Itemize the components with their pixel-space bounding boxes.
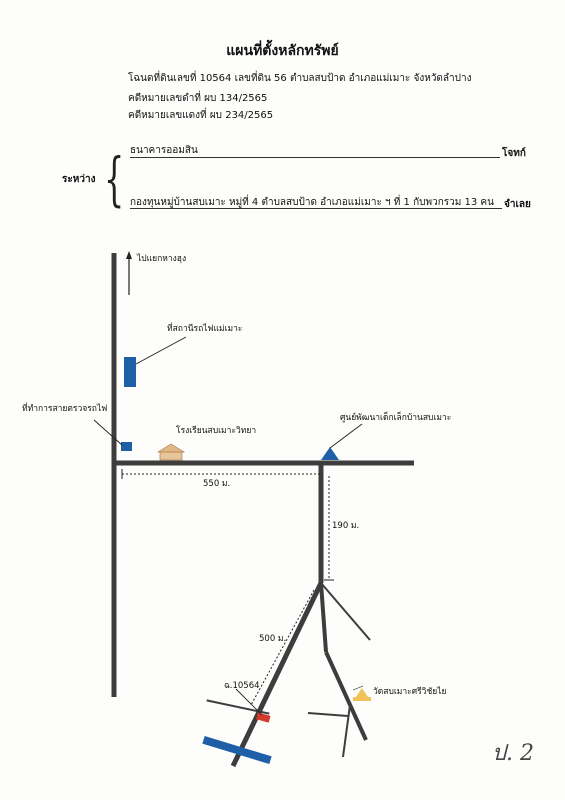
temple-icon bbox=[353, 688, 371, 701]
dimension-500 bbox=[251, 590, 314, 705]
road-southwest bbox=[233, 583, 321, 766]
plaintiff-role: โจทก์ bbox=[502, 148, 526, 159]
leader-station bbox=[136, 337, 186, 364]
between-label: ระหว่าง bbox=[62, 174, 96, 185]
signature-mark: ป. 2 bbox=[492, 741, 534, 766]
label-distance-190: 190 ม. bbox=[332, 521, 360, 531]
road-south-branch bbox=[321, 583, 326, 652]
black-case-line: คดีหมายเลขดำที่ ผบ 134/2565 bbox=[128, 93, 268, 104]
school-building-icon bbox=[158, 444, 184, 460]
label-distance-500: 500 ม. bbox=[259, 634, 287, 644]
brace-symbol: { bbox=[104, 145, 125, 213]
road-temple-side bbox=[308, 713, 348, 716]
label-distance-550: 550 ม. bbox=[203, 479, 231, 489]
label-school: โรงเรียนสบเมาะวิทยา bbox=[176, 426, 257, 436]
page-title: แผนที่ตั้งหลักทรัพย์ bbox=[226, 43, 339, 59]
label-railway-station: ที่สถานีรถไฟแม่เมาะ bbox=[167, 324, 243, 334]
defendant-role: จำเลย bbox=[504, 199, 531, 210]
road-east-branch bbox=[321, 583, 370, 640]
railway-station-marker bbox=[124, 357, 136, 387]
label-to-junction: ไปแยกหางฮุง bbox=[137, 254, 187, 264]
road-temple-branch bbox=[343, 705, 350, 757]
label-parcel: ฉ.10564 bbox=[224, 681, 260, 691]
child-center-marker bbox=[321, 447, 339, 460]
red-case-line: คดีหมายเลขแดงที่ ผบ 234/2565 bbox=[128, 110, 274, 121]
title-deed-line: โฉนดที่ดินเลขที่ 10564 เลขที่ดิน 56 ตำบลสบป้าด อำเภอแม่เมาะ จังหวัดลำปาง bbox=[128, 73, 472, 84]
label-railway-office: ที่ทำการสายตรวจรถไฟ bbox=[22, 404, 108, 414]
railway-office-marker bbox=[121, 442, 132, 451]
leader-office bbox=[94, 420, 122, 445]
arrow-head-icon bbox=[126, 251, 132, 259]
leader-child-center bbox=[330, 424, 362, 448]
label-temple: วัดสบเมาะศรีวิชัยไย bbox=[373, 687, 447, 697]
label-child-center: ศูนย์พัฒนาเด็กเล็กบ้านสบเมาะ bbox=[340, 413, 452, 423]
plaintiff-name: ธนาคารออมสิน bbox=[130, 145, 198, 156]
defendant-name: กองทุนหมู่บ้านสบเมาะ หมู่ที่ 4 ตำบลสบป้าด อำเภอแม่เมาะ ฯ ที่ 1 กับพวกรวม 13 คน bbox=[130, 197, 494, 208]
